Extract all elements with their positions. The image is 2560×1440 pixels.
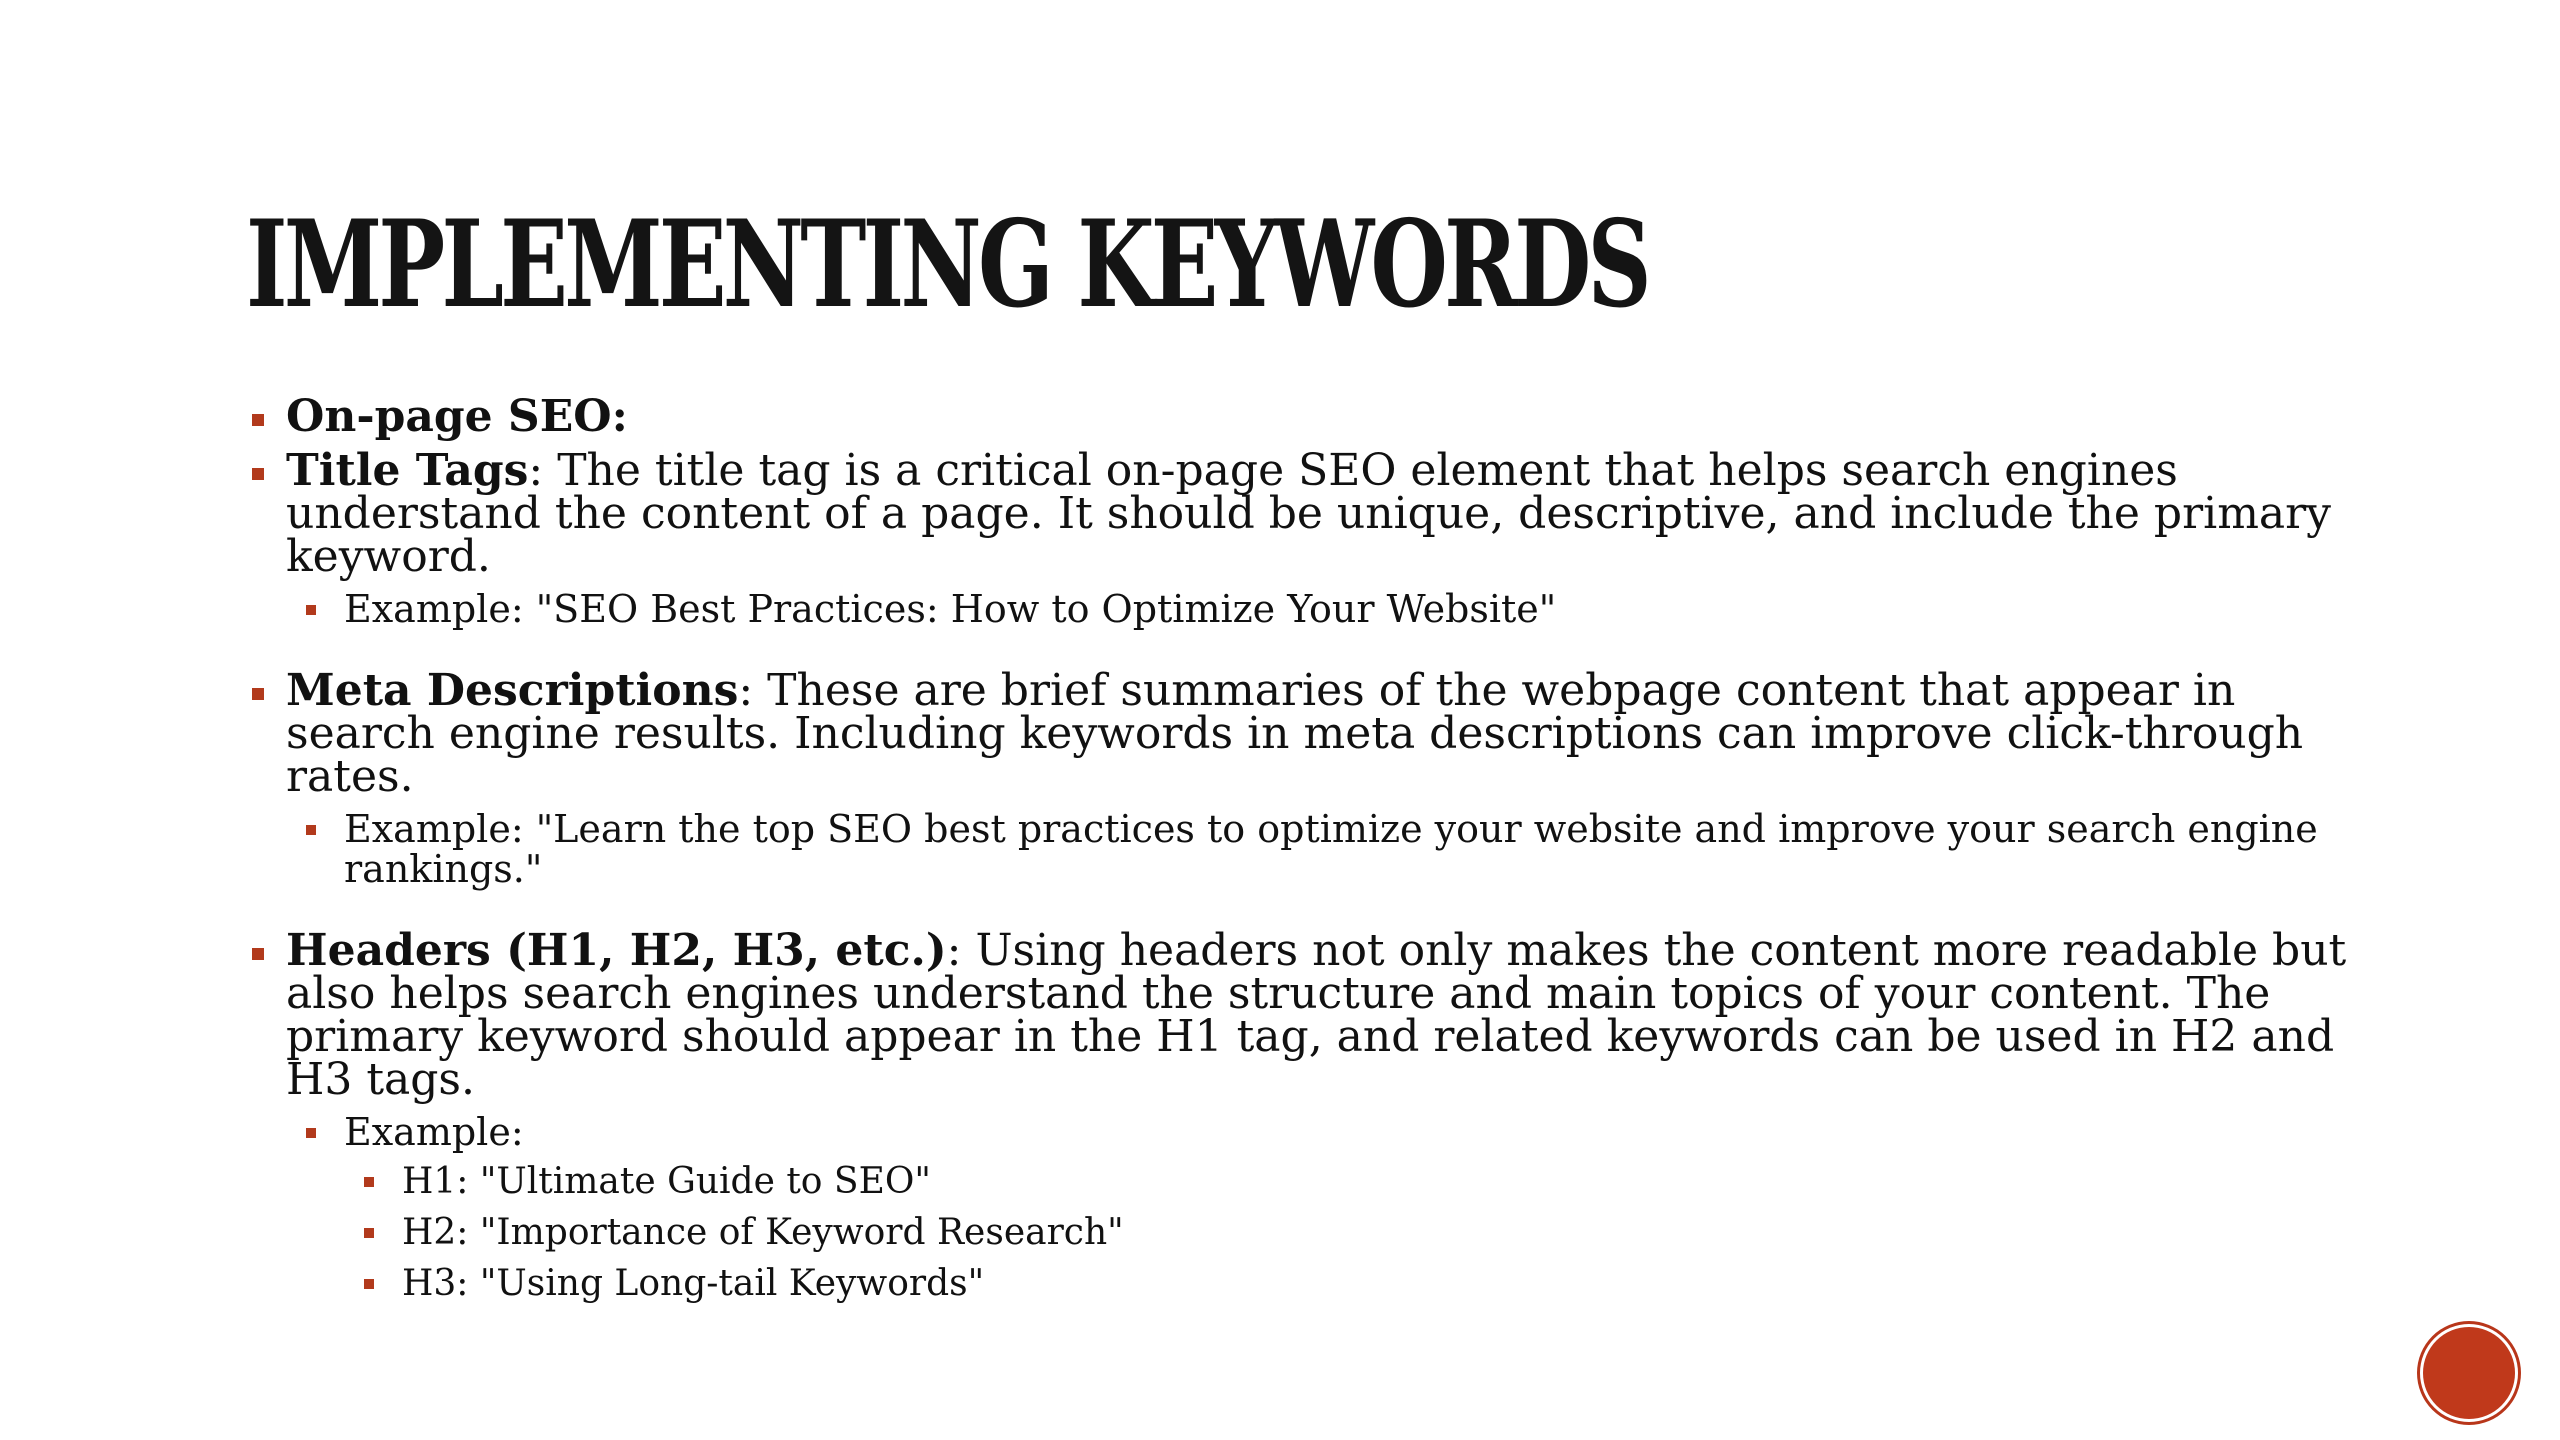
headers-term: Headers (H1, H2, H3, etc.) bbox=[286, 925, 947, 976]
headers-text: : Using headers not only makes the content more readable but also helps search engines understand the structure and main topics of your content. The primary keyword should appear in the H1 tag, and related keywords can be used in H2 and H3 tags. bbox=[286, 925, 2347, 1105]
bullet-meta-descriptions bbox=[246, 665, 2356, 802]
meta-descriptions-example: Example: "Learn the top SEO best practices to optimize your website and improve your search engine rankings." bbox=[304, 809, 2356, 889]
bullet-title-tags bbox=[246, 445, 2356, 582]
title-tags-text: : The title tag is a critical on-page SEO element that helps search engines understand the content of a page. It should be unique, descriptive, and include the primary keyword. bbox=[286, 445, 2332, 582]
slide-number-badge bbox=[2423, 1327, 2515, 1419]
headers-example-label: Example: bbox=[304, 1112, 2356, 1152]
onpage-seo-label: On-page SEO: bbox=[286, 391, 628, 442]
slide-body bbox=[246, 391, 2356, 1315]
headers-example-h2: H2: "Importance of Keyword Research" bbox=[362, 1213, 2356, 1253]
bullet-headers bbox=[246, 925, 2356, 1105]
slide-title: IMPLEMENTING KEYWORDS bbox=[246, 194, 1648, 335]
title-tags-example: Example: "SEO Best Practices: How to Optimize Your Website" bbox=[304, 589, 2356, 629]
headers-example-h3: H3: "Using Long-tail Keywords" bbox=[362, 1264, 2356, 1304]
meta-descriptions-term: Meta Descriptions bbox=[286, 665, 739, 716]
meta-descriptions-text: : These are brief summaries of the webpage content that appear in search engine results. Including keywords in meta descriptions can improve click-through rates. bbox=[286, 665, 2304, 802]
headers-example-h1: H1: "Ultimate Guide to SEO" bbox=[362, 1162, 2356, 1202]
bullet-onpage-seo bbox=[246, 391, 2356, 442]
title-tags-term: Title Tags bbox=[286, 445, 529, 496]
